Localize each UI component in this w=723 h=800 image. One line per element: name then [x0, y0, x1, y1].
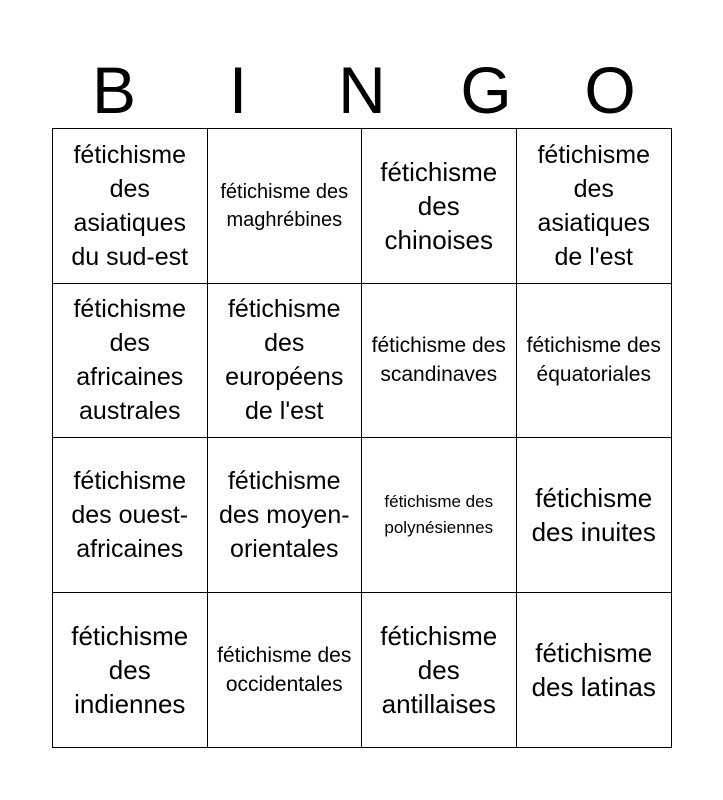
cell-text: fétichisme des inuites — [531, 482, 656, 547]
cell-text: fétichisme des asiatiques du sud-est — [71, 140, 189, 271]
bingo-cell[interactable] — [208, 438, 363, 593]
bingo-cell[interactable] — [517, 593, 672, 748]
bingo-cell[interactable] — [362, 129, 517, 284]
bingo-cell[interactable] — [517, 438, 672, 593]
cell-text: fétichisme des africaines australes — [73, 295, 187, 426]
cell-text: fétichisme des européens de l'est — [225, 295, 344, 426]
header-letter-n: N — [338, 53, 386, 127]
bingo-cell[interactable] — [517, 284, 672, 439]
header-letter-i: I — [228, 53, 248, 127]
header-letter-o: O — [584, 53, 636, 127]
cell-text: fétichisme des antillaises — [380, 620, 498, 719]
bingo-header — [52, 52, 672, 128]
bingo-cell[interactable] — [362, 284, 517, 439]
cell-text: fétichisme des polynésiennes — [384, 491, 494, 537]
cell-text: fétichisme des indiennes — [71, 620, 189, 719]
bingo-board — [52, 128, 672, 748]
bingo-cell[interactable] — [208, 593, 363, 748]
cell-text: fétichisme des maghrébines — [220, 180, 349, 231]
cell-text: fétichisme des asiatiques de l'est — [537, 140, 651, 271]
bingo-cell[interactable] — [517, 129, 672, 284]
bingo-cell[interactable] — [362, 593, 517, 748]
bingo-cell[interactable] — [53, 284, 208, 439]
cell-text: fétichisme des occidentales — [217, 643, 352, 696]
bingo-cell[interactable] — [53, 438, 208, 593]
cell-text: fétichisme des ouest-africaines — [71, 466, 189, 563]
bingo-cell[interactable] — [208, 284, 363, 439]
header-letter-g: G — [460, 53, 512, 127]
cell-text: fétichisme des équatoriales — [526, 334, 661, 387]
cell-text: fétichisme des latinas — [531, 637, 656, 702]
header-letter-b: B — [91, 53, 137, 127]
bingo-cell[interactable] — [53, 593, 208, 748]
cell-text: fétichisme des scandinaves — [371, 334, 506, 387]
bingo-cell[interactable] — [53, 129, 208, 284]
bingo-cell[interactable] — [208, 129, 363, 284]
bingo-cell[interactable] — [362, 438, 517, 593]
cell-text: fétichisme des moyen-orientales — [218, 466, 350, 563]
cell-text: fétichisme des chinoises — [380, 156, 498, 255]
